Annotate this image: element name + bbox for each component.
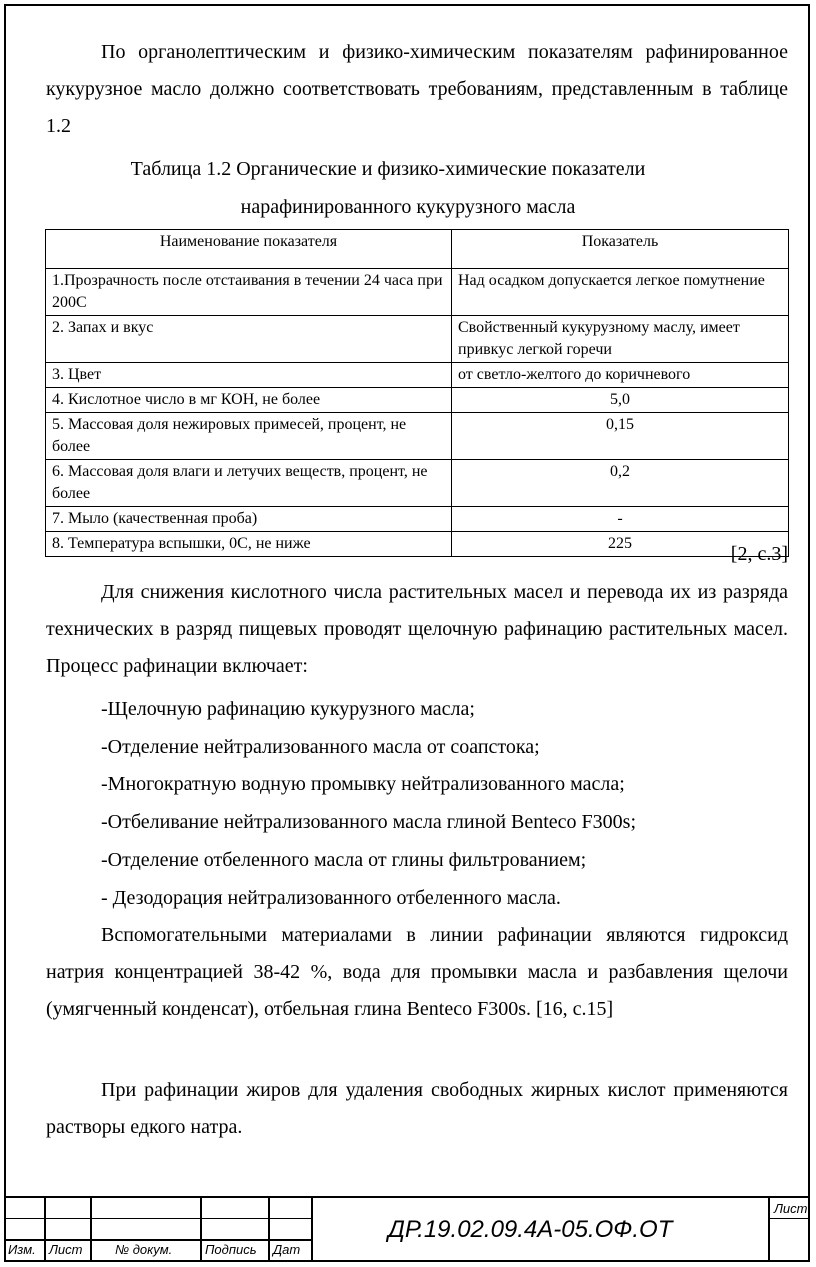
- list-item: -Отбеливание нейтрализованного масла глиной Benteco F300s;: [101, 811, 637, 833]
- paragraph-intro: По органолептическим и физико-химическим показателям рафинированное кукурузное масло должно соответствовать требованиям, представленным в таблице 1.2: [46, 41, 788, 137]
- row-label: 7. Мыло (качественная проба): [46, 507, 452, 532]
- row-value: 225: [452, 532, 789, 557]
- row-value: 0,15: [452, 413, 789, 460]
- table-caption-line-1: Таблица 1.2 Органические и физико-химические показатели: [130, 158, 646, 180]
- row-label: 8. Температура вспышки, 0С, не ниже: [46, 532, 452, 557]
- stamp-label-sheet: Лист: [49, 1242, 83, 1257]
- list-item: -Отделение отбеленного масла от глины фильтрованием;: [101, 849, 587, 871]
- row-value: 5,0: [452, 388, 789, 413]
- table-row: [46, 507, 789, 532]
- title-block-stamp: [4, 1196, 810, 1262]
- table-row: [46, 269, 789, 316]
- stamp-label-doc-number: № докум.: [115, 1242, 173, 1257]
- row-value: Свойственный кукурузному маслу, имеет привкус легкой горечи: [452, 316, 789, 363]
- table-row: [46, 460, 789, 507]
- indicators-table: [45, 229, 789, 557]
- header-indicator-value: Показатель: [452, 230, 789, 269]
- row-label: 3. Цвет: [46, 363, 452, 388]
- row-value: 0,2: [452, 460, 789, 507]
- list-item: - Дезодорация нейтрализованного отбеленного масла.: [101, 887, 561, 909]
- paragraph-auxiliary-materials: Вспомогательными материалами в линии рафинации являются гидроксид натрия концентрацией 38-42 %, вода для промывки масла и разбавления щелочи (умягченный конденсат), отбельная глина Benteco F300s. [16, с.15]: [46, 924, 788, 1020]
- row-value: -: [452, 507, 789, 532]
- table-row: [46, 363, 789, 388]
- row-label: 4. Кислотное число в мг КОН, не более: [46, 388, 452, 413]
- table-row: [46, 316, 789, 363]
- list-item: -Отделение нейтрализованного масла от соапстока;: [101, 736, 540, 758]
- table-row: [46, 413, 789, 460]
- header-indicator-name: Наименование показателя: [46, 230, 452, 269]
- row-label: 2. Запах и вкус: [46, 316, 452, 363]
- list-item: -Щелочную рафинацию кукурузного масла;: [101, 698, 475, 720]
- table-row: [46, 388, 789, 413]
- document-code: ДР.19.02.09.4А-05.ОФ.ОТ: [388, 1216, 673, 1243]
- list-item: -Многократную водную промывку нейтрализованного масла;: [101, 773, 625, 795]
- stamp-label-signature: Подпись: [205, 1242, 257, 1257]
- stamp-label-change: Изм.: [8, 1242, 36, 1257]
- row-value: Над осадком допускается легкое помутнение: [452, 269, 789, 316]
- table-row: [46, 532, 789, 557]
- paragraph-refining: Для снижения кислотного числа растительных масел и перевода их из разряда технических в разряд пищевых проводят щелочную рафинацию растительных масел. Процесс рафинации включает:: [46, 581, 788, 677]
- stamp-label-date: Дат: [273, 1242, 301, 1257]
- row-label: 6. Массовая доля влаги и летучих веществ, процент, не более: [46, 460, 452, 507]
- row-label: 5. Массовая доля нежировых примесей, процент, не более: [46, 413, 452, 460]
- table-header-row: [46, 230, 789, 269]
- table-caption-line-2: нарафинированного кукурузного масла: [240, 196, 576, 218]
- stamp-sheet-label: Лист: [774, 1201, 808, 1216]
- row-label: 1.Прозрачность после отстаивания в течении 24 часа при 200С: [46, 269, 452, 316]
- row-value: от светло-желтого до коричневого: [452, 363, 789, 388]
- paragraph-caustic-soda: При рафинации жиров для удаления свободных жирных кислот применяются растворы едкого натра.: [46, 1079, 788, 1138]
- reference-citation: [2, с.3]: [730, 543, 788, 565]
